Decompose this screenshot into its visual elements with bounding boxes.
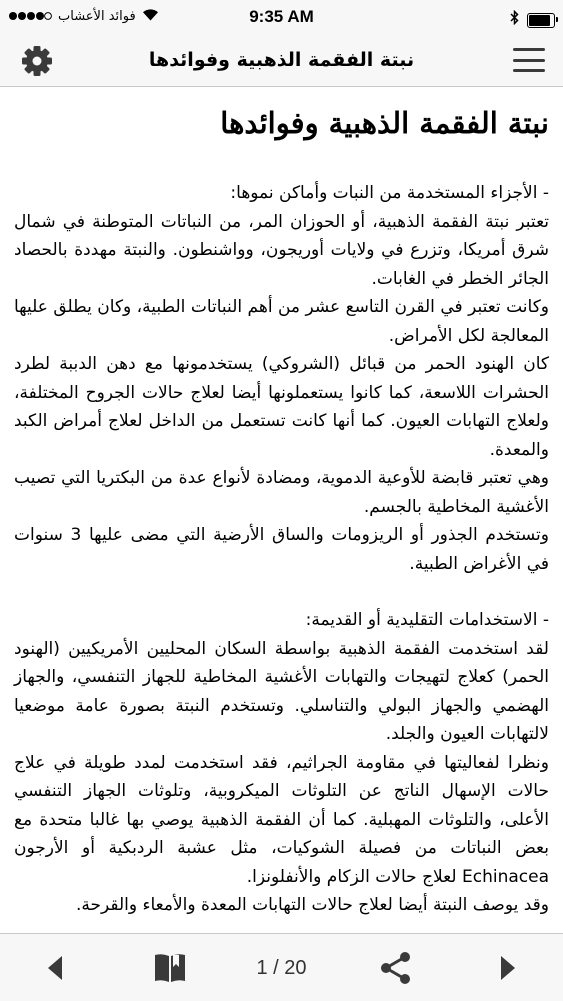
nav-title: نبتة الفقمة الذهبية وفوائدها [148,49,415,71]
paragraph: وكانت تعتبر في القرن التاسع عشر من أهم النباتات الطبية، وكان يطلق عليها المعالجة لكل الأمراض. [14,297,549,346]
status-right [510,10,555,30]
bookmarks-icon[interactable] [143,934,197,1001]
paragraph: ونظرا لفعاليتها في مقاومة الجراثيم، فقد استخدمت لمدد طويلة في علاج حالات الإسهال الناتج عن التلوثات الميكروبية، وتلوثات الجهاز التنفسي الأعلى، والتلوثات المهبلية. كما أن الفقمة الذهبية يوصي بها غالبا متحدة مع بعض النباتات من فصيلة الشوكيات، مثل عشبة الردبكية أو الأرجون Echinacea لعلاج حالات الزكام والأنفلونزا. [14,752,549,887]
bottom-toolbar [0,933,563,1001]
page-indicator: 1 / 20 [256,957,307,979]
paragraph: تعتبر نبتة الفقمة الذهبية، أو الحوزان المر، من النباتات المتوطنة في شمال شرق أمريكا، وتزرع في ولايات أوريجون، وواشنطون. والنبتة مهددة بالحصاد الجائر الخطر في الغابات. [14,211,549,289]
status-bar [0,0,563,36]
page-title: نبتة الفقمة الذهبية وفوائدها [220,106,549,140]
hamburger-menu-icon[interactable] [513,48,545,72]
bluetooth-icon [510,10,519,30]
paragraph: لقد استخدمت الفقمة الذهبية بواسطة السكان المحليين الأمريكيين (الهنود الحمر) كعلاج لتهيجات والتهابات الأغشية المخاطية للجهاز التنفسي، والجهاز الهضمي والجهاز البولي والتناسلي. وتستخدم النبتة بصورة عامة موضعيا لالتهابات العيون والجلد. [14,638,549,745]
next-arrow-icon[interactable] [483,934,533,1001]
section-title: - الاستخدامات التقليدية أو القديمة: [305,610,549,631]
article-content[interactable] [0,87,563,933]
paragraph: كان الهنود الحمر من قبائل (الشروكي) يستخدمونها مع دهن الدببة لطرد الحشرات اللاسعة، كما كانوا يستعملونها أيضا لعلاج حالات الجروح المختلفة، ولعلاج التهابات العيون. كما أنها كانت تستعمل من الداخل لعلاج أمراض الكبد والمعدة. [14,354,549,460]
previous-arrow-icon[interactable] [30,934,80,1001]
battery-icon [527,13,555,28]
share-icon[interactable] [368,934,422,1001]
navigation-bar [0,36,563,87]
status-time: 9:35 AM [249,7,314,26]
paragraph: وهي تعتبر قابضة للأوعية الدموية، ومضادة لأنواع عدة من البكتريا التي تصيب الأغشية المخاطية بالجسم. [14,468,549,517]
carrier-name: فوائد الأعشاب [58,8,136,24]
paragraph: وتستخدم الجذور أو الريزومات والساق الأرضية التي مضى عليها 3 سنوات في الأغراض الطبية. [14,525,549,574]
section-title: - الأجزاء المستخدمة من النبات وأماكن نموها: [230,183,549,204]
paragraph: وقد يوصف النبتة أيضا لعلاج حالات التهابات المعدة والأمعاء والقرحة. [75,895,549,916]
gear-icon[interactable] [18,42,56,80]
